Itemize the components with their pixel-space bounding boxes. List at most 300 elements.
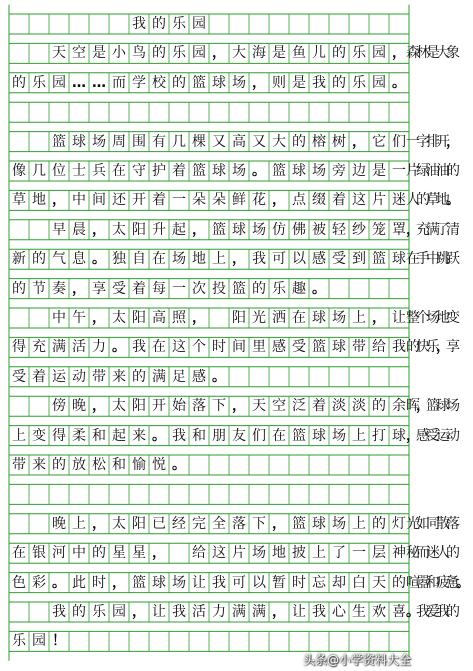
essay-char: 和 — [112, 457, 126, 473]
essay-char: 鸟 — [132, 45, 146, 62]
essay-char: 以 — [252, 574, 266, 591]
essay-char: 们 — [392, 133, 406, 150]
essay-char: 运 — [52, 368, 66, 385]
essay-char: 了 — [332, 545, 346, 562]
essay-char: 活 — [72, 339, 86, 356]
essay-char: 高 — [152, 310, 166, 326]
essay-char: 我 — [212, 574, 226, 591]
essay-char: ， — [446, 133, 460, 150]
essay-char: 足 — [172, 368, 186, 385]
essay-char: 感 — [272, 339, 286, 356]
essay-char: 的 — [152, 45, 166, 62]
essay-char: 林 — [416, 45, 430, 62]
essay-char: 篮 — [212, 221, 226, 238]
essay-char: 这 — [212, 545, 226, 562]
essay-char: 满 — [52, 339, 66, 356]
essay-char: 鱼 — [292, 45, 306, 62]
essay-char: ！ — [52, 633, 66, 650]
essay-char: 活 — [192, 604, 206, 620]
essay-char: 个 — [192, 339, 206, 356]
essay-char: 球 — [212, 163, 226, 179]
essay-char: 在 — [152, 339, 166, 356]
essay-char: 的 — [12, 280, 26, 297]
essay-char: 篮 — [192, 74, 206, 91]
essay-char: 笼 — [372, 221, 386, 238]
essay-char: 缀 — [312, 192, 326, 209]
essay-char: 淡 — [352, 398, 366, 415]
essay-char: 午 — [72, 310, 86, 326]
essay-char: 球 — [312, 515, 326, 532]
essay-char: 空 — [72, 45, 86, 62]
essay-char: ， — [406, 221, 420, 238]
essay-char: 个 — [416, 310, 430, 326]
essay-char: 森 — [406, 45, 420, 62]
essay-char: 场 — [172, 574, 186, 591]
essay-char: 。 — [92, 251, 106, 268]
essay-char: 地 — [32, 192, 46, 209]
essay-char: 给 — [372, 339, 386, 356]
essay-char: 喜 — [392, 604, 406, 620]
essay-char: 排 — [426, 133, 440, 150]
essay-char: 大 — [436, 45, 450, 62]
essay-char: 我 — [312, 74, 326, 91]
essay-char: 儿 — [312, 45, 326, 62]
essay-char: 是 — [372, 163, 386, 179]
essay-char: 空 — [272, 398, 286, 415]
essay-char: 太 — [112, 221, 126, 238]
essay-char: ， — [92, 515, 106, 532]
essay-char: 我 — [416, 604, 430, 620]
essay-char: 场 — [446, 398, 460, 415]
essay-char: 是 — [272, 45, 286, 62]
essay-char: 几 — [32, 163, 46, 179]
essay-char: 跳 — [436, 251, 450, 268]
essay-char: 守 — [132, 163, 146, 179]
essay-char: 的 — [72, 604, 86, 620]
essay-char: 以 — [292, 251, 306, 268]
essay-char: 而 — [112, 74, 126, 91]
essay-char: 着 — [132, 280, 146, 297]
essay-char: 一 — [172, 192, 186, 209]
essay-char: 阳 — [132, 515, 146, 532]
essay-char: 篮 — [132, 574, 146, 591]
essay-char: 球 — [332, 339, 346, 356]
essay-char: 淡 — [332, 398, 346, 415]
essay-char: 让 — [192, 574, 206, 591]
essay-char: 球 — [312, 427, 326, 444]
essay-char: 着 — [172, 163, 186, 179]
essay-char: 我 — [172, 604, 186, 620]
essay-char: 边 — [352, 163, 366, 179]
essay-char: 松 — [92, 457, 106, 473]
essay-char: ， — [272, 192, 286, 209]
essay-char: 披 — [292, 545, 306, 562]
essay-char: 受 — [426, 427, 440, 444]
essay-char: 乐 — [272, 280, 286, 297]
essay-char: 学 — [132, 74, 146, 91]
essay-char: 动 — [72, 368, 86, 385]
essay-char: ， — [132, 604, 146, 620]
essay-char: 中 — [72, 545, 86, 562]
essay-char: 场 — [332, 310, 346, 326]
essay-char: 朵 — [212, 192, 226, 209]
essay-char: 油 — [426, 163, 440, 179]
essay-char: 它 — [372, 133, 386, 150]
essay-char: 篮 — [426, 398, 440, 415]
essay-char: 息 — [72, 251, 86, 268]
essay-char: 。 — [392, 74, 406, 91]
essay-char: 起 — [172, 221, 186, 238]
essay-char: 里 — [252, 339, 266, 356]
essay-char: 球 — [392, 251, 406, 268]
essay-char: 感 — [192, 368, 206, 385]
essay-char: 变 — [446, 310, 460, 326]
essay-char: 节 — [32, 280, 46, 297]
essay-char: 园 — [372, 74, 386, 91]
essay-char: 彩 — [32, 574, 46, 591]
essay-char: 园 — [112, 604, 126, 620]
essay-char: 跃 — [446, 251, 460, 268]
essay-char: 运 — [436, 427, 450, 444]
essay-char: 阳 — [132, 221, 146, 238]
essay-char: 球 — [232, 221, 246, 238]
essay-char: 还 — [112, 192, 126, 209]
essay-char: 场 — [332, 515, 346, 532]
essay-char: 又 — [252, 133, 266, 150]
essay-char: 围 — [132, 133, 146, 150]
essay-char: 我 — [252, 251, 266, 268]
essay-char: 的 — [446, 604, 460, 620]
essay-char: 悦 — [152, 457, 166, 473]
essay-char: 上 — [352, 515, 366, 532]
essay-char: 一 — [406, 133, 420, 150]
essay-char: 投 — [212, 280, 226, 297]
essay-char: 大 — [272, 133, 286, 150]
essay-char: 佛 — [292, 221, 306, 238]
essay-char: ， — [406, 427, 420, 444]
essay-char: 光 — [406, 515, 420, 532]
essay-char: 散 — [436, 515, 450, 532]
essay-char: 嚣 — [416, 574, 430, 591]
essay-char: ， — [416, 398, 430, 415]
essay-char: 场 — [252, 545, 266, 562]
essay-char: 篮 — [52, 133, 66, 150]
essay-char: 间 — [232, 339, 246, 356]
essay-char: 人 — [406, 192, 420, 209]
essay-char: 则 — [272, 74, 286, 91]
essay-char: 字 — [416, 133, 430, 150]
essay-char: 了 — [436, 221, 450, 238]
essay-char: 草 — [426, 192, 440, 209]
essay-char: ， — [392, 45, 406, 62]
essay-char: 晚 — [72, 398, 86, 415]
essay-char: 人 — [436, 545, 450, 562]
essay-char: 棵 — [192, 133, 206, 150]
essay-char: ， — [52, 192, 66, 209]
essay-char: 经 — [172, 515, 186, 532]
essay-char: 场 — [252, 221, 266, 238]
essay-char: 的 — [132, 368, 146, 385]
essay-char: 享 — [92, 280, 106, 297]
essay-char: 场 — [232, 74, 246, 91]
essay-char: ， — [112, 574, 126, 591]
essay-char: 乐 — [352, 74, 366, 91]
essay-char: 的 — [92, 545, 106, 562]
essay-char: 位 — [52, 163, 66, 179]
essay-char: ， — [152, 545, 166, 562]
essay-char: 护 — [152, 163, 166, 179]
essay-char: 场 — [92, 133, 106, 150]
essay-char: 时 — [212, 339, 226, 356]
essay-char: 海 — [252, 45, 266, 62]
essay-char: 球 — [152, 574, 166, 591]
essay-char: 的 — [332, 74, 346, 91]
essay-char: 园 — [192, 45, 206, 62]
essay-char: 在 — [272, 427, 286, 444]
essay-char: 傍 — [52, 398, 66, 415]
essay-char: 白 — [352, 574, 366, 591]
essay-char: 象 — [446, 45, 460, 62]
essay-char: 而 — [416, 545, 430, 562]
essay-char: 的 — [172, 74, 186, 91]
essay-char: ， — [232, 251, 246, 268]
essay-char: 草 — [12, 192, 26, 209]
essay-char: 变 — [32, 427, 46, 444]
essay-char: 新 — [12, 251, 26, 268]
essay-char: 的 — [406, 339, 420, 356]
essay-char: 一 — [352, 545, 366, 562]
essay-char: 的 — [252, 280, 266, 297]
essay-char: 纱 — [352, 221, 366, 238]
essay-char: 大 — [232, 45, 246, 62]
essay-char: ， — [272, 604, 286, 620]
essay-char: 惫 — [446, 574, 460, 591]
essay-char: 带 — [352, 339, 366, 356]
essay-char: 在 — [112, 163, 126, 179]
essay-char: 奏 — [52, 280, 66, 297]
essay-char: 是 — [426, 45, 440, 62]
essay-char: 力 — [212, 604, 226, 620]
essay-char: ， — [436, 339, 450, 356]
essay-char: 银 — [32, 545, 46, 562]
essay-char: 地 — [272, 545, 286, 562]
essay-char: 的 — [416, 192, 430, 209]
essay-char: 带 — [92, 368, 106, 385]
essay-char: 洒 — [272, 310, 286, 326]
essay-char: 太 — [112, 398, 126, 415]
essay-char: 片 — [372, 192, 386, 209]
essay-char: 受 — [292, 339, 306, 356]
essay-char: 这 — [352, 192, 366, 209]
essay-char: 这 — [172, 339, 186, 356]
essay-char: 独 — [112, 251, 126, 268]
essay-char: 开 — [152, 398, 166, 415]
essay-char: 感 — [312, 251, 326, 268]
essay-char: 和 — [192, 427, 206, 444]
essay-char: 上 — [352, 427, 366, 444]
essay-char: 光 — [252, 310, 266, 326]
essay-char: 高 — [232, 133, 246, 150]
essay-char: 仿 — [272, 221, 286, 238]
essay-char: 柔 — [72, 427, 86, 444]
essay-char: 手 — [416, 251, 430, 268]
essay-char: ， — [192, 221, 206, 238]
essay-char: 园 — [32, 633, 46, 650]
essay-char: 乐 — [12, 633, 26, 650]
essay-char: 时 — [92, 574, 106, 591]
essay-char: 的 — [332, 45, 346, 62]
essay-char: 神 — [392, 545, 406, 562]
essay-char: 间 — [92, 192, 106, 209]
title-char: 乐 — [172, 16, 186, 32]
essay-char: 上 — [72, 515, 86, 532]
essay-char: 中 — [72, 192, 86, 209]
essay-char: 的 — [32, 251, 46, 268]
essay-char: 疲 — [436, 574, 450, 591]
essay-char: 落 — [192, 398, 206, 415]
essay-char: 得 — [12, 339, 26, 356]
essay-char: 生 — [352, 604, 366, 620]
essay-char: 开 — [132, 192, 146, 209]
essay-char: 可 — [232, 574, 246, 591]
essay-char: 满 — [426, 221, 440, 238]
essay-char: 在 — [152, 251, 166, 268]
essay-char: 。 — [446, 192, 460, 209]
essay-char: 场 — [312, 163, 326, 179]
essay-char: 可 — [272, 251, 286, 268]
essay-char: 欢 — [372, 604, 386, 620]
essay-char: ， — [212, 45, 226, 62]
essay-char: 趣 — [292, 280, 306, 297]
essay-char: 全 — [212, 515, 226, 532]
essay-char: 和 — [92, 427, 106, 444]
essay-char: 园 — [52, 74, 66, 91]
essay-char: 油 — [436, 163, 450, 179]
essay-char: 同 — [426, 515, 440, 532]
essay-char: 整 — [406, 310, 420, 326]
essay-char: 球 — [212, 74, 226, 91]
essay-char: 的 — [372, 515, 386, 532]
essay-char: 让 — [392, 310, 406, 326]
essay-char: 来 — [132, 427, 146, 444]
watermark: 头条@小学资料大全 — [302, 653, 411, 667]
essay-char: 次 — [192, 280, 206, 297]
essay-char: 小 — [112, 45, 126, 62]
essay-char: 始 — [172, 398, 186, 415]
essay-char: 乐 — [352, 45, 366, 62]
essay-char: 像 — [12, 163, 26, 179]
essay-char: 场 — [332, 427, 346, 444]
essay-char: 照 — [172, 310, 186, 326]
essay-char: 天 — [372, 574, 386, 591]
essay-char: 乐 — [426, 339, 440, 356]
essay-char: 我 — [52, 604, 66, 620]
essay-char: 此 — [72, 574, 86, 591]
essay-char: 晨 — [72, 221, 86, 238]
essay-char: 一 — [392, 163, 406, 179]
essay-char: ， — [252, 74, 266, 91]
essay-char: 阳 — [132, 398, 146, 415]
essay-char: 篮 — [292, 427, 306, 444]
essay-char: 我 — [312, 604, 326, 620]
essay-char: 士 — [72, 163, 86, 179]
essay-char: 中 — [52, 310, 66, 326]
essay-char: 带 — [12, 457, 26, 473]
essay-char: 鲜 — [232, 192, 246, 209]
essay-char: 受 — [332, 251, 346, 268]
essay-char: 色 — [12, 574, 26, 591]
essay-char: 受 — [12, 368, 26, 385]
essay-char: 上 — [352, 310, 366, 326]
essay-char: 已 — [152, 515, 166, 532]
essay-char: ， — [272, 515, 286, 532]
essay-char: 有 — [152, 133, 166, 150]
essay-char: 。 — [406, 604, 420, 620]
essay-char: 我 — [132, 339, 146, 356]
essay-char: 地 — [192, 251, 206, 268]
essay-char: 片 — [406, 163, 420, 179]
essay-char: 星 — [132, 545, 146, 562]
essay-char: 我 — [172, 427, 186, 444]
essay-char: 我 — [392, 339, 406, 356]
essay-char: 。 — [212, 368, 226, 385]
essay-char: 乐 — [32, 74, 46, 91]
essay-char: ， — [352, 133, 366, 150]
essay-char: 的 — [52, 457, 66, 473]
essay-char: 花 — [252, 192, 266, 209]
essay-char: 的 — [446, 545, 460, 562]
essay-char: 受 — [112, 280, 126, 297]
essay-char: 。 — [456, 574, 470, 591]
essay-char: 给 — [192, 545, 206, 562]
essay-char: 时 — [292, 574, 306, 591]
essay-char: 让 — [292, 604, 306, 620]
essay-char: 如 — [416, 515, 430, 532]
essay-char: 到 — [352, 251, 366, 268]
essay-char: 球 — [312, 310, 326, 326]
essay-char: 阳 — [232, 310, 246, 326]
essay-char: 。 — [312, 280, 326, 297]
essay-char: 点 — [292, 192, 306, 209]
essay-char: 开 — [436, 133, 450, 150]
essay-char: 忘 — [312, 574, 326, 591]
essay-char: 气 — [52, 251, 66, 268]
essay-char: 迷 — [426, 545, 440, 562]
essay-char: 的 — [392, 574, 406, 591]
essay-char: 朵 — [192, 192, 206, 209]
essay-char: 乐 — [172, 45, 186, 62]
essay-char: 愉 — [132, 457, 146, 473]
essay-char: 着 — [32, 368, 46, 385]
essay-char: 被 — [312, 221, 326, 238]
essay-char: 却 — [332, 574, 346, 591]
essay-char: 着 — [312, 398, 326, 415]
essay-char: 旁 — [332, 163, 346, 179]
essay-char: 满 — [232, 604, 246, 620]
essay-char: 球 — [72, 133, 86, 150]
essay-char: ， — [192, 310, 206, 326]
essay-char: 兵 — [92, 163, 106, 179]
essay-char: 余 — [392, 398, 406, 415]
essay-char: 落 — [446, 515, 460, 532]
essay-char: 下 — [212, 398, 226, 415]
essay-char: … — [92, 74, 106, 91]
essay-char: 们 — [252, 427, 266, 444]
essay-char: 场 — [172, 251, 186, 268]
essay-char: 。 — [112, 339, 126, 356]
essay-char: 暂 — [272, 574, 286, 591]
essay-char: 绿 — [416, 163, 430, 179]
